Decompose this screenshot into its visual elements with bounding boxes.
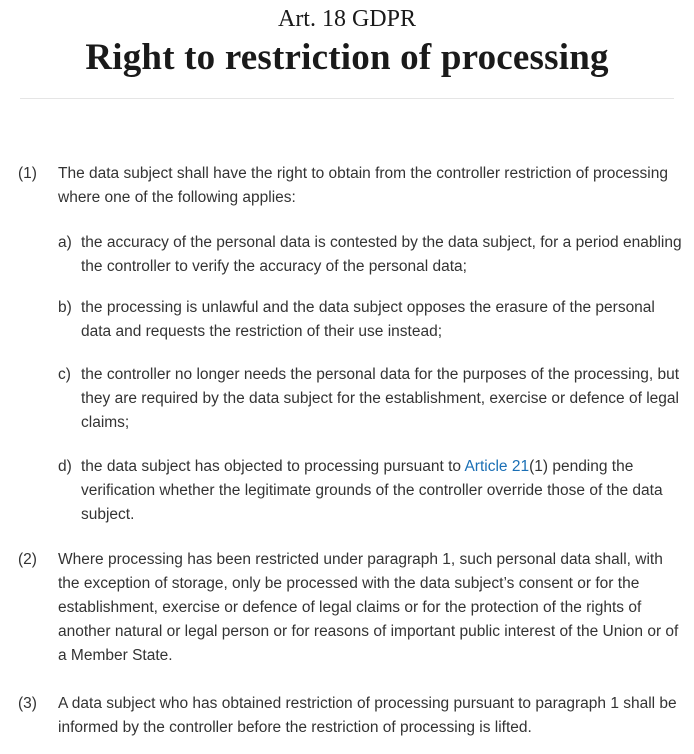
article-title: Right to restriction of processing — [85, 37, 609, 78]
paragraph-number: (3) — [18, 695, 37, 712]
item-letter: b) — [58, 299, 72, 316]
item-text: the accuracy of the personal data is contested by the data subject, for a period enabling the controller to verify the accuracy of the personal data; — [81, 234, 682, 275]
item-text — [81, 455, 686, 527]
item-text-after: (1) pending the verification whether the legitimate grounds of the controller override those of the data subject. — [81, 458, 663, 523]
item-letter: d) — [58, 458, 72, 475]
paragraph-number: (1) — [18, 165, 37, 182]
article-21-link[interactable]: Article 21 — [464, 458, 530, 475]
paragraph-text: Where processing has been restricted under paragraph 1, such personal data shall, with the exception of storage, only be processed with the data subject’s consent or for the establishment, exercise or defence of legal claims or for the protection of the rights of another natural or legal person or for reasons of important public interest of the Union or of a Member State. — [58, 551, 679, 664]
paragraph-number: (2) — [18, 551, 37, 568]
paragraph-text: A data subject who has obtained restriction of processing pursuant to paragraph 1 shall be informed by the controller before the restriction of processing is lifted. — [58, 695, 677, 736]
item-letter: c) — [58, 366, 71, 383]
item-text-before: the data subject has objected to processing pursuant to — [81, 458, 465, 475]
article-number: Art. 18 GDPR — [277, 6, 416, 32]
paragraph-text: The data subject shall have the right to obtain from the controller restriction of processing where one of the following applies: — [58, 165, 668, 206]
item-letter: a) — [58, 234, 72, 251]
item-text: the controller no longer needs the personal data for the purposes of the processing, but they are required by the data subject for the establishment, exercise or defence of legal claims; — [81, 366, 679, 431]
item-text: the processing is unlawful and the data subject opposes the erasure of the personal data and requests the restriction of their use instead; — [81, 299, 655, 340]
header-divider — [20, 98, 674, 99]
